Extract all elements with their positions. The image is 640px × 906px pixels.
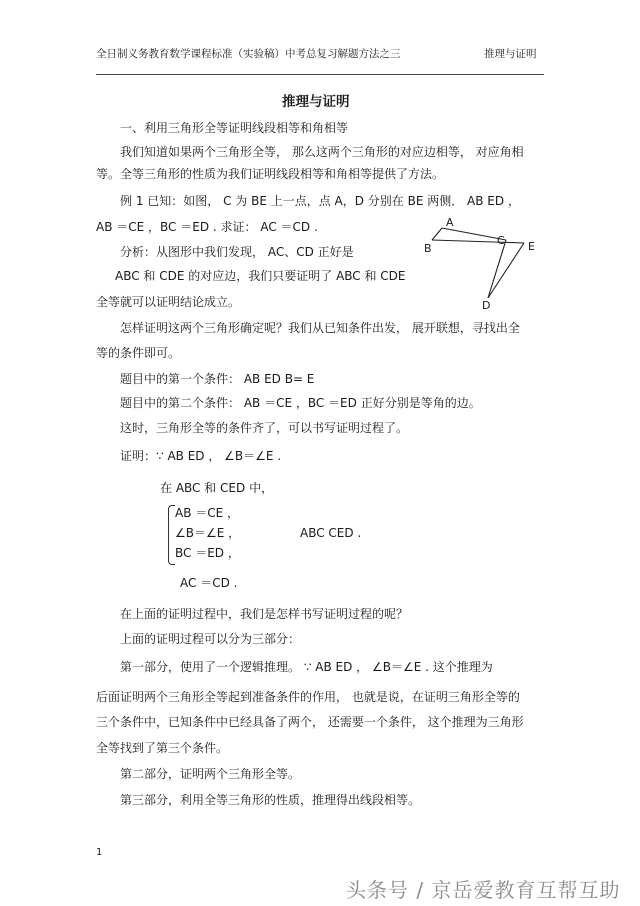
example-line-1: 例 1 已知：如图， C 为 BE 上一点，点 A，D 分别在 BE 两侧． AB ED ，: [120, 194, 520, 208]
geometry-figure: [420, 212, 550, 312]
example-line-2: AB ＝CE ，BC ＝ED . 求证： AC ＝CD .: [96, 220, 318, 234]
header-rule: [96, 74, 544, 75]
brace-item-3: BC ＝ED ，: [175, 546, 240, 560]
part1-line-1: 第一部分，使用了一个逻辑推理。 ∵ AB ED ， ∠B＝∠E . 这个推理为: [120, 660, 493, 674]
segment-cd: [488, 240, 506, 298]
label-c: C: [497, 234, 505, 247]
brace-item-2: ∠B＝∠E ，: [175, 526, 241, 540]
how-line-2: 等的条件即可。: [96, 346, 181, 360]
intro-line-1: 我们知道如果两个三角形全等， 那么这两个三角形的对应边相等， 对应角相: [120, 145, 524, 159]
section-heading: 一、利用三角形全等证明线段相等和角相等: [120, 121, 349, 135]
header-right: 推理与证明: [484, 48, 537, 60]
brace-bracket: [168, 505, 175, 565]
proof-line-2: 在 ABC 和 CED 中，: [160, 481, 274, 495]
part3-text: 第三部分，利用全等三角形的性质，推理得出线段相等。: [120, 793, 421, 807]
segment-be: [432, 240, 524, 243]
intro-line-2: 等。全等三角形的性质为我们证明线段相等和角相等提供了方法。: [96, 167, 445, 181]
condition-1: 题目中的第一个条件： AB ED B= E: [120, 372, 315, 386]
label-b: B: [424, 242, 432, 255]
congruence-statement: ABC CED .: [300, 526, 362, 540]
segment-de: [488, 243, 524, 298]
label-a: A: [446, 216, 454, 229]
segment-ab: [432, 228, 442, 240]
part1-line-2: 后面证明两个三角形全等起到准备条件的作用， 也就是说，在证明三角形全等的: [96, 690, 520, 704]
page-number: 1: [96, 847, 103, 858]
question-text: 在上面的证明过程中，我们是怎样书写证明过程的呢？: [120, 607, 409, 621]
label-d: D: [482, 299, 491, 312]
part1-line-3: 三个条件中，已知条件中已经具备了两个， 还需要一个条件， 这个推理为三角形: [96, 715, 524, 729]
analysis-line-1: 分析：从图形中我们发现， AC、CD 正好是: [120, 245, 354, 259]
condition-2: 题目中的第二个条件： AB ＝CE ，BC ＝ED 正好分别是等角的边。: [120, 396, 481, 410]
how-line-1: 怎样证明这两个三角形确定呢？我们从已知条件出发， 展开联想，寻找出全: [120, 321, 520, 335]
part1-line-4: 全等找到了第三个条件。: [96, 741, 229, 755]
page-title: 推理与证明: [282, 94, 350, 110]
label-e: E: [528, 240, 535, 253]
header-left: 全日制义务教育数学课程标准（实验稿）中考总复习解题方法之三: [96, 48, 401, 60]
ready-text: 这时，三角形全等的条件齐了，可以书写证明过程了。: [120, 421, 409, 435]
parts-intro: 上面的证明过程可以分为三部分：: [120, 632, 301, 646]
part2-text: 第二部分，证明两个三角形全等。: [120, 767, 301, 781]
conclusion: AC ＝CD .: [180, 576, 238, 590]
analysis-line-2: ABC 和 CDE 的对应边，我们只要证明了 ABC 和 CDE: [115, 269, 406, 283]
brace-item-1: AB ＝CE ，: [175, 506, 240, 520]
analysis-line-3: 全等就可以证明结论成立。: [96, 295, 241, 309]
proof-line-1: 证明：∵ AB ED ， ∠B＝∠E .: [120, 449, 282, 463]
watermark: 头条号 / 京岳爱教育互帮互助: [346, 878, 621, 902]
